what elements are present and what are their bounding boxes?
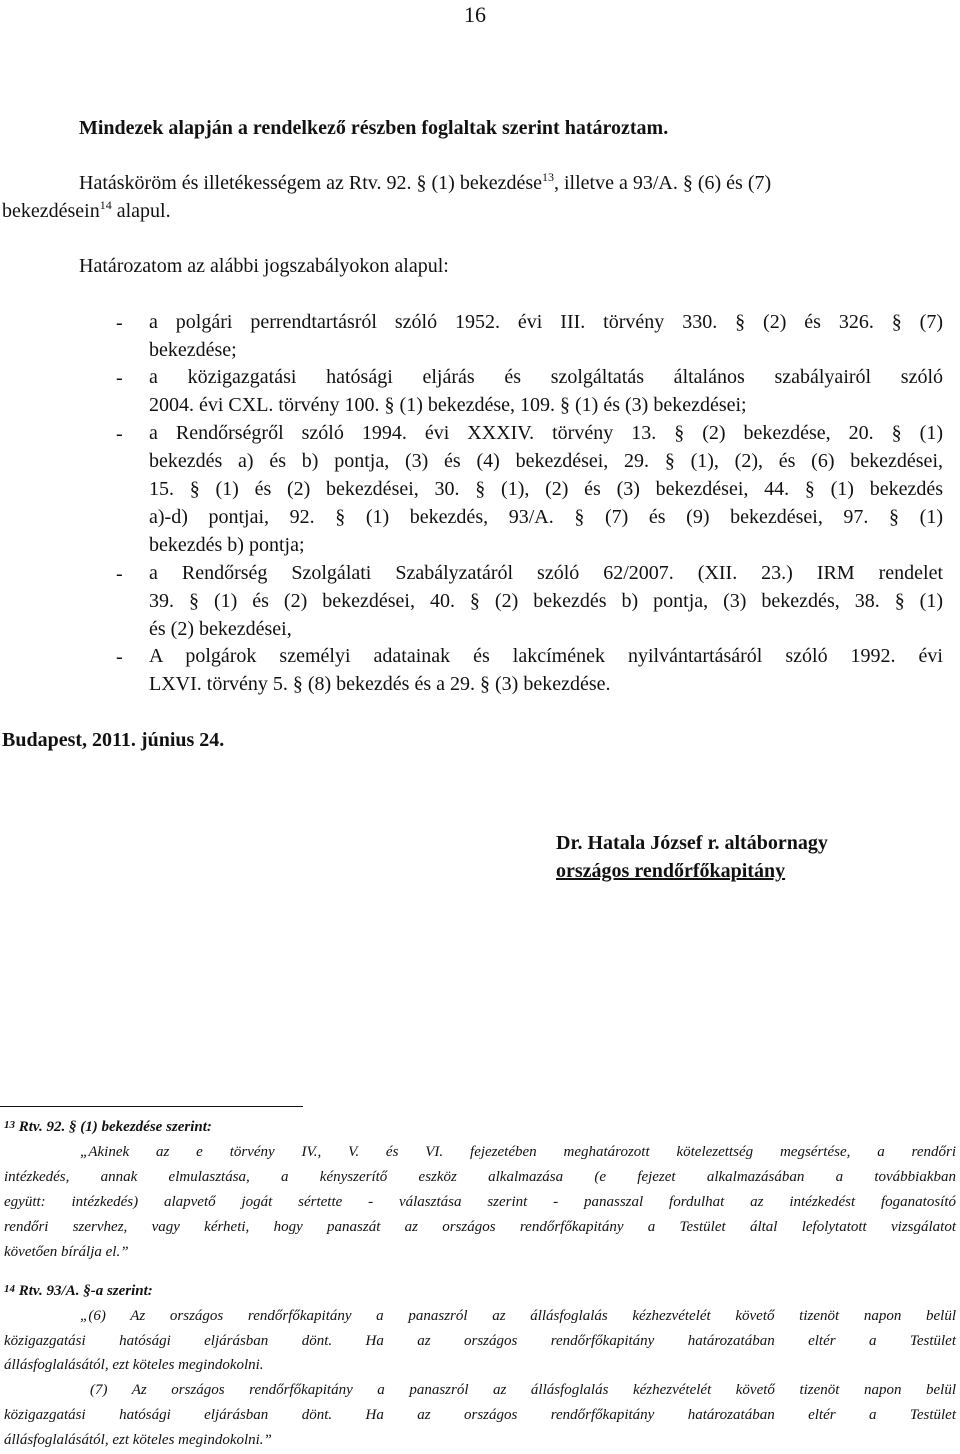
law-line: a)-d) pontjai, 92. § (1) bekezdés, 93/A. § (7) és (9) bekezdései, 97. § (1) [149, 506, 943, 528]
list-dash: - [116, 312, 123, 334]
footnote-line: „(6) Az országos rendőrfőkapitány a panaszról az állásfoglalás kézhezvételét követő tizenöt napon belül [80, 1308, 956, 1324]
footnote-line: intézkedés, annak elmulasztása, a kényszerítő eszköz alkalmazása (e fejezet alkalmazásában a továbbiakban [4, 1169, 956, 1185]
footnote-ref-13: 13 [542, 170, 554, 184]
law-line: LXVI. törvény 5. § (8) bekezdés és a 29. § (3) bekezdése. [149, 673, 611, 695]
signatory-name: Dr. Hatala József r. altábornagy [556, 832, 828, 854]
footnote-separator [0, 1106, 303, 1107]
law-line: a polgári perrendtartásról szóló 1952. évi III. törvény 330. § (2) és 326. § (7) [149, 311, 943, 333]
footnote-number: 14 [4, 1283, 15, 1295]
footnote-14-heading: $^{14}$ Rtv. 93/A. §-a szerint: [4, 1283, 153, 1299]
signatory-title: országos rendőrfőkapitány [556, 860, 786, 882]
law-line: 39. § (1) és (2) bekezdései, 40. § (2) bekezdés b) pontja, (3) bekezdés, 38. § (1) [149, 590, 943, 612]
law-line: és (2) bekezdései, [149, 618, 292, 640]
footnote-ref-14: 14 [99, 198, 112, 212]
footnote-line: állásfoglalásától, ezt köteles megindokolni. [4, 1357, 264, 1373]
footnote-line: rendőri szervhez, vagy kérheti, hogy panaszát az országos rendőrfőkapitány a Testület által lefolytatott vizsgálatot [4, 1219, 956, 1235]
competence-line-2: bekezdésein$^{14}$ alapul. [2, 198, 171, 222]
basis-intro: Határozatom az alábbi jogszabályokon alapul: [79, 255, 449, 277]
list-dash: - [116, 646, 123, 668]
footnote-line: „Akinek az e törvény IV., V. és VI. fejezetében meghatározott kötelezettség megsértése, a rendőri [80, 1144, 956, 1160]
page-number: 16 [464, 2, 486, 27]
footnote-line: közigazgatási hatósági eljárásban dönt. Ha az országos rendőrfőkapitány határozatában eltér a Testület [4, 1407, 956, 1423]
law-line: bekezdés a) és b) pontja, (3) és (4) bekezdései, 29. § (1), (2), és (6) bekezdései, [149, 450, 943, 472]
place-and-date: Budapest, 2011. június 24. [2, 729, 225, 751]
law-line: bekezdés b) pontja; [149, 534, 305, 556]
footnote-line: közigazgatási hatósági eljárásban dönt. Ha az országos rendőrfőkapitány határozatában eltér a Testület [4, 1333, 956, 1349]
list-dash: - [116, 367, 123, 389]
conclusion-statement: Mindezek alapján a rendelkező részben foglaltak szerint határoztam. [79, 117, 669, 139]
footnote-13-heading: $^{13}$ Rtv. 92. § (1) bekezdése szerint: [4, 1119, 212, 1135]
law-line: bekezdése; [149, 339, 237, 361]
footnote-number: 13 [4, 1119, 15, 1131]
list-dash: - [116, 563, 123, 585]
footnote-line: együtt: intézkedés) alapvető jogát sértette - választása szerint - panasszal fordulhat az intézkedést foganatosító [4, 1194, 956, 1210]
law-line: 15. § (1) és (2) bekezdései, 30. § (1), (2) és (3) bekezdései, 44. § (1) bekezdés [149, 478, 943, 500]
competence-line-1: Hatásköröm és illetékességem az Rtv. 92. § (1) bekezdése$^{13}$, illetve a 93/A. § (6) és (7) [79, 170, 772, 194]
footnote-line: (7) Az országos rendőrfőkapitány a panaszról az állásfoglalás kézhezvételét követő tizenöt napon belül [90, 1382, 956, 1398]
law-line: A polgárok személyi adatainak és lakcímének nyilvántartásáról szóló 1992. évi [149, 645, 943, 667]
law-line: a Rendőrség Szolgálati Szabályzatáról szóló 62/2007. (XII. 23.) IRM rendelet [149, 562, 943, 584]
list-dash: - [116, 423, 123, 445]
law-line: 2004. évi CXL. törvény 100. § (1) bekezdése, 109. § (1) és (3) bekezdései; [149, 394, 747, 416]
footnote-line: követően bírálja el.” [4, 1244, 129, 1260]
law-line: a közigazgatási hatósági eljárás és szolgáltatás általános szabályairól szóló [149, 366, 943, 388]
footnote-line: állásfoglalásától, ezt köteles megindokolni.” [4, 1432, 272, 1448]
law-line: a Rendőrségről szóló 1994. évi XXXIV. törvény 13. § (2) bekezdése, 20. § (1) [149, 422, 943, 444]
